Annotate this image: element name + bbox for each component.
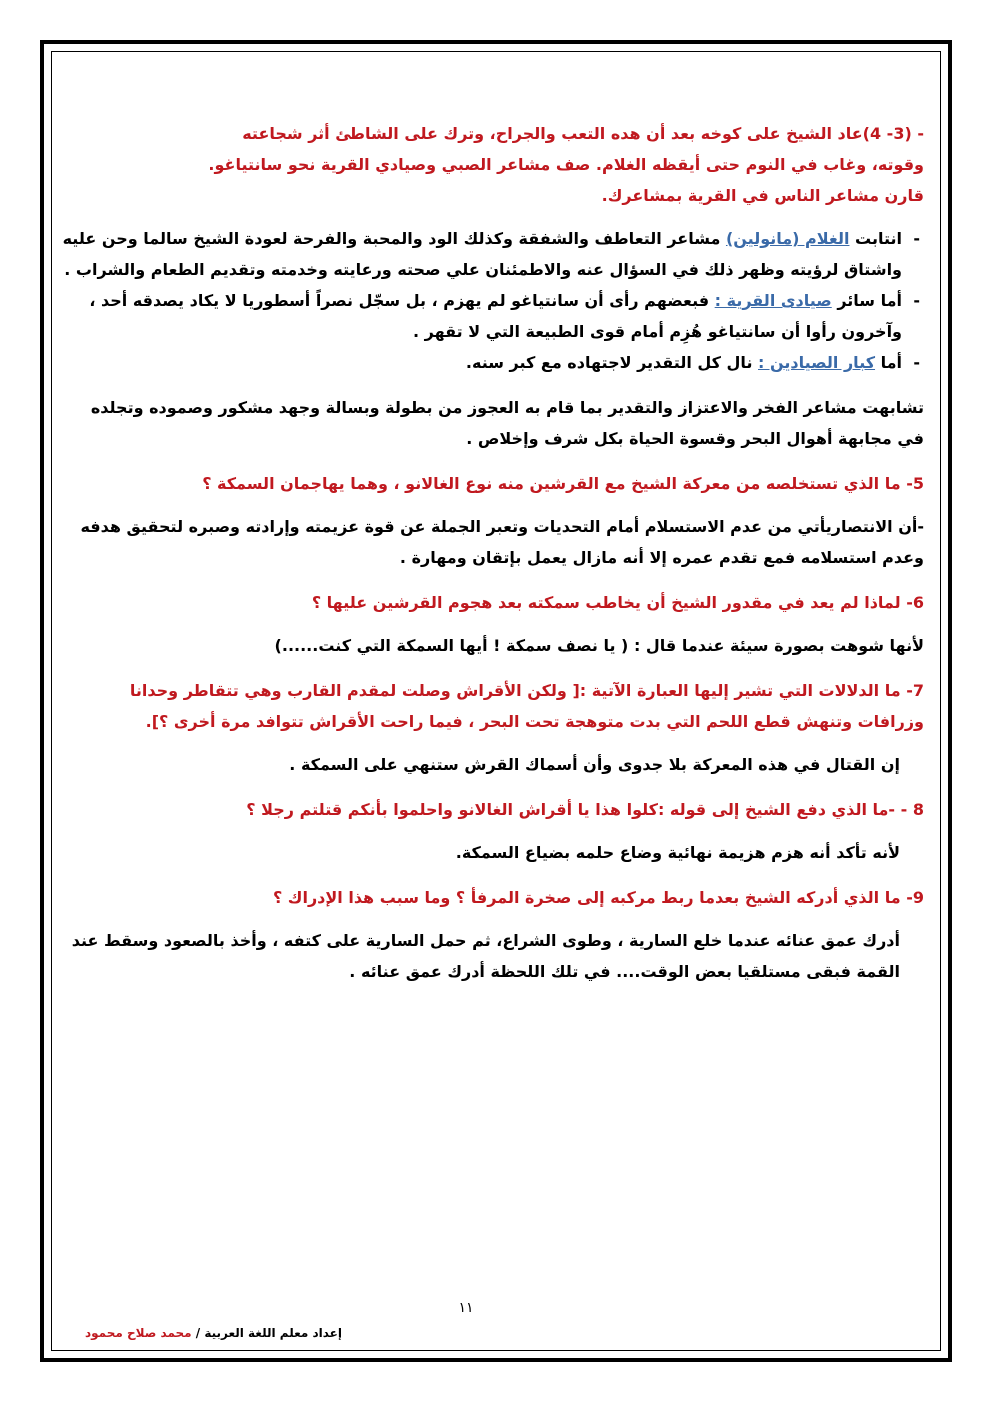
page-number: ١١ bbox=[458, 1300, 474, 1316]
question-7: 7- ما الدلالات التي تشير إليها العبارة الآتية :[ ولكن الأقراش وصلت لمقدم القارب وهي تتقاطر وحدانا وزرافات وتنهش قطع اللحم التي بدت متوهجة تحت البحر ، فيما راحت الأقراش تتوافد مرة أخرى ؟]. bbox=[129, 681, 924, 731]
question-8: 8 - -ما الذي دفع الشيخ إلى قوله :كلوا هذا يا أقراش الغالانو واحلموا بأنكم قتلتم رجلا ؟ bbox=[246, 800, 924, 819]
question-4 bbox=[62, 118, 924, 211]
question-9: 9- ما الذي أدركه الشيخ بعدما ربط مركبه إلى صخرة المرفأ ؟ وما سبب هذا الإدراك ؟ bbox=[272, 888, 924, 907]
question-6: 6- لماذا لم يعد في مقدور الشيخ أن يخاطب سمكته بعد هجوم القرشين عليها ؟ bbox=[311, 593, 924, 612]
bullet-fishermen bbox=[62, 285, 924, 347]
answer-9: أدرك عمق عنائه عندما خلع السارية ، وطوى الشراع، ثم حمل السارية على كتفه ، وأخذ بالصعود وسقط عند القمة فبقى مستلقيا بعض الوقت.... في تلك اللحظة أدرك عمق عنائه . bbox=[71, 931, 900, 981]
bullet-boy-text: مشاعر التعاطف والشفقة وكذلك الود والمحبة والفرحة لعودة الشيخ سالما وحن عليه واشتاق لرؤيته وظهر ذلك في السؤال عنه والاطمئنان علي صحته ورعايته وخدمته وتقديم الطعام والشراب . bbox=[62, 229, 902, 279]
document-body bbox=[62, 118, 924, 1001]
bullet-elders-text: نال كل التقدير لاجتهاده مع كبر سنه. bbox=[465, 353, 759, 372]
bullet-elders-prefix: أما bbox=[875, 353, 902, 372]
question-5: 5- ما الذي تستخلصه من معركة الشيخ مع القرشين منه نوع الغالانو ، وهما يهاجمان السمكة ؟ bbox=[202, 474, 924, 493]
answer-7: إن القتال في هذه المعركة بلا جدوى وأن أسماك القرش ستنهي على السمكة . bbox=[289, 755, 900, 774]
question-4-line-1: - (3- 4)عاد الشيخ على كوخه بعد أن هده التعب والجراح، وترك على الشاطئ أثر شجاعته bbox=[242, 124, 924, 143]
answer-8: لأنه تأكد أنه هزم هزيمة نهائية وضاع حلمه بضياع السمكة. bbox=[455, 843, 900, 862]
answer-4: تشابهت مشاعر الفخر والاعتزاز والتقدير بما قام به العجوز من بطولة وبسالة وجهد مشكور وصموده وتجلده في مجابهة أهوال البحر وقسوة الحياة بكل شرف وإخلاص . bbox=[90, 398, 924, 448]
bullet-boy bbox=[62, 223, 924, 285]
bullet-fishermen-term: صيادى القرية : bbox=[714, 291, 832, 310]
bullet-elders bbox=[62, 347, 924, 378]
answer-4-bullets bbox=[62, 223, 924, 378]
answer-6: لأنها شوهت بصورة سيئة عندما قال : ( يا نصف سمكة ! أيها السمكة التي كنت......) bbox=[274, 636, 924, 655]
question-4-line-2: وقوته، وغاب في النوم حتى أيقظه الغلام. صف مشاعر الصبي وصيادي القرية نحو سانتياغو. bbox=[208, 155, 924, 174]
bullet-fishermen-prefix: أما سائر bbox=[831, 291, 902, 310]
answer-5: -أن الانتصاريأتي من عدم الاستسلام أمام التحديات وتعبر الجملة عن قوة عزيمته وإرادته وصبره لتحقيق هدفه وعدم استسلامه فمع تقدم عمره إلا أنه مازال يعمل بإتقان ومهارة . bbox=[80, 517, 924, 567]
question-4-line-3: قارن مشاعر الناس في القرية بمشاعرك. bbox=[601, 186, 924, 205]
bullet-boy-prefix: انتابت bbox=[849, 229, 902, 248]
footer-prepared-by: إعداد معلم اللغة العربية / bbox=[191, 1326, 342, 1340]
footer-credit bbox=[85, 1326, 342, 1340]
footer-author: محمد صلاح محمود bbox=[85, 1326, 192, 1340]
bullet-fishermen-text: فبعضهم رأى أن سانتياغو لم يهزم ، بل سجّل نصراً أسطوريا لا يكاد يصدقه أحد ، وآخرون رأوا أن سانتياغو هُزِم أمام قوى الطبيعة التي لا تقهر . bbox=[89, 291, 902, 341]
bullet-elders-term: كبار الصيادين : bbox=[758, 353, 876, 372]
bullet-boy-term: الغلام (مانولين) bbox=[725, 229, 850, 248]
